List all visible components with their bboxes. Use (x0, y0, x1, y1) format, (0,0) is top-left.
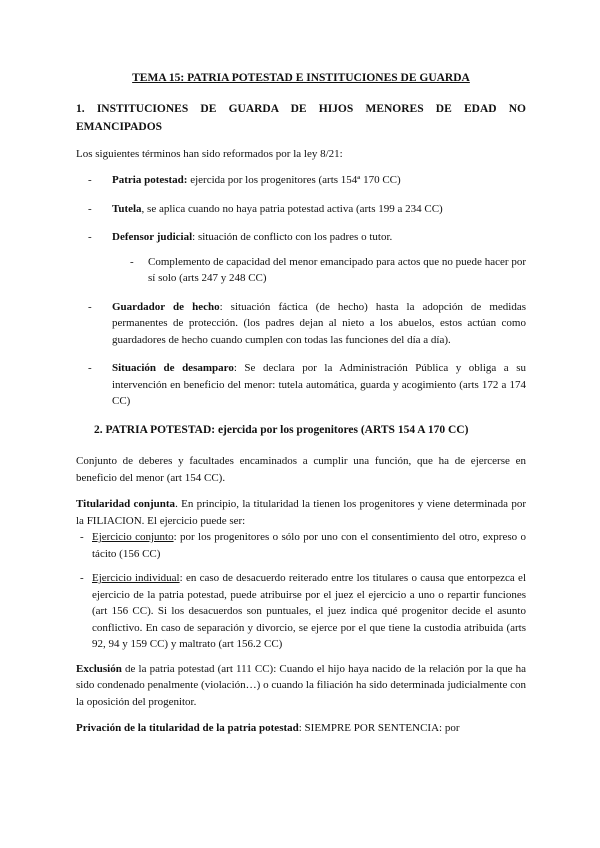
document-title: TEMA 15: PATRIA POTESTAD E INSTITUCIONES DE GUARDA (132, 72, 470, 84)
titularidad-paragraph (76, 496, 526, 529)
term: Ejercicio conjunto (92, 531, 174, 543)
definition: , se aplica cuando no haya patria potestad activa (arts 199 a 234 CC) (141, 202, 443, 215)
definition: ejercida por los progenitores (arts 154ª 170 CC) (187, 174, 401, 187)
term: Defensor judicial (112, 231, 193, 244)
list-item (76, 229, 526, 287)
definition: : en caso de desacuerdo reiterado entre los titulares o causa que entorpezca el ejercicio de la patria potestad, puede atribuirse por el juez el ejercicio a uno o repartir funciones (art 156 CC). Si los desacuerdos son puntuales, el juez indica qué progenitor decide el asunto conflictivo. En caso de separación y divorcio, se ejerce por el que tiene la custodia atribuida (arts 92, 94 y 159 CC) y maltrato (art 156.2 CC) (92, 572, 526, 650)
term: Titularidad conjunta (76, 498, 176, 510)
term: Ejercicio individual (92, 572, 180, 584)
term: Exclusión (76, 662, 122, 675)
list-item (76, 529, 526, 562)
list-item (76, 570, 526, 653)
section2-heading: 2. PATRIA POTESTAD: ejercida por los progenitores (ARTS 154 A 170 CC) (94, 423, 469, 436)
definition: : por los progenitores o sólo por uno con el consentimiento del otro, expreso o tácito (156 CC) (92, 531, 526, 560)
term: Situación de desamparo (112, 362, 234, 375)
document-page (76, 70, 526, 737)
list-item (76, 172, 526, 189)
definition: : Se declara por la Administración Pública y obliga a su intervención en beneficio del menor: tutela automática, guarda y acogimiento (arts 172 a 174 CC) (112, 362, 526, 408)
list-item (76, 201, 526, 218)
sub-list-item: - Complemento de capacidad del menor emancipado para actos que no puede hacer por sí solo (arts 247 y 248 CC) (112, 254, 526, 287)
exclusion-paragraph (76, 661, 526, 711)
definition: : situación de conflicto con los padres o tutor. (192, 231, 393, 244)
definition: . En principio, la titularidad la tienen los progenitores y viene determinada por la FILIACION. El ejercicio puede ser: (76, 498, 526, 527)
ejercicio-list (76, 529, 526, 653)
term: Tutela (112, 202, 142, 215)
section2-intro: Conjunto de deberes y facultades encaminados a cumplir una función, que ha de ejercerse en beneficio del menor (art 154 CC). (76, 455, 526, 484)
term: Guardador de hecho (112, 300, 220, 313)
section1-list (76, 172, 526, 410)
section1-intro: Los siguientes términos han sido reformados por la ley 8/21: (76, 147, 343, 160)
term: Patria potestad: (112, 174, 188, 187)
list-item (76, 360, 526, 410)
definition: : situación fáctica (de hecho) hasta la adopción de medidas permanentes de protección. (los padres dejan al nieto a los abuelos, estos actúan como guardadores de hecho cuando cumplen con todas las funciones del día a día). (112, 300, 526, 346)
sub-list (112, 254, 526, 287)
definition: : SIEMPRE POR SENTENCIA: por (298, 722, 460, 734)
section1-heading: 1. INSTITUCIONES DE GUARDA DE HIJOS MENORES DE EDAD NO EMANCIPADOS (76, 103, 526, 133)
term: Privación de la titularidad de la patria potestad (76, 722, 299, 734)
list-item (76, 299, 526, 349)
definition: de la patria potestad (art 111 CC): Cuando el hijo haya nacido de la relación por la que ha sido condenado penalmente (violación…) o cuando la filiación ha sido determinada judicialmente con la oposición del progenitor. (76, 662, 526, 708)
privacion-paragraph (76, 720, 526, 737)
